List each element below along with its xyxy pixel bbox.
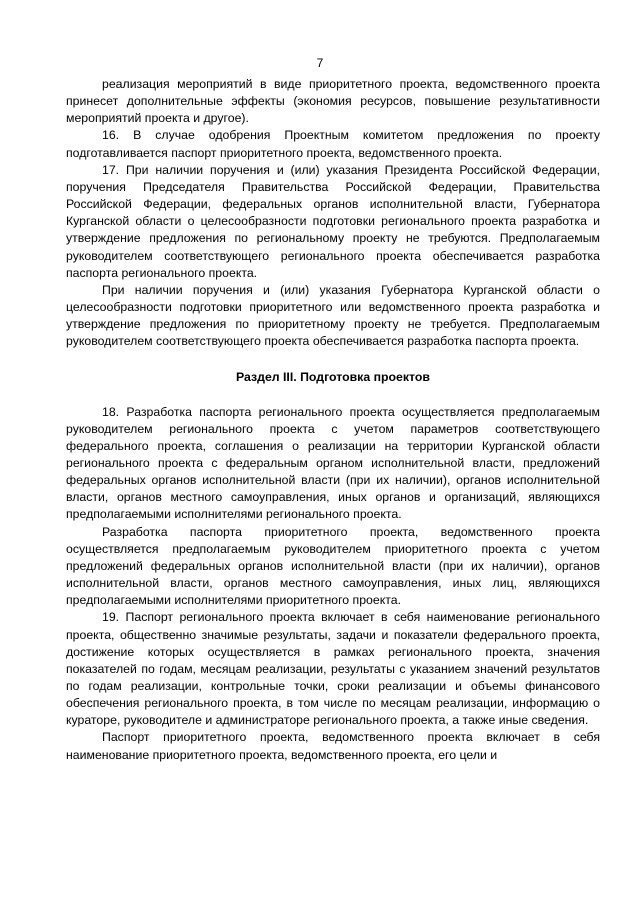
paragraph-18: 18. Разработка паспорта регионального проекта осуществляется предполагаемым руководителем регионального проекта с учетом параметров соответствующего федерального проекта, соглашения о реализации на территории Курганской области регионального проекта с федеральным органом исполнительной власти, предложений федеральных органов исполнительной власти (при их наличии), органов исполнительной власти, органов местного самоуправления, иных органов и организаций, являющихся предполагаемыми исполнителями регионального проекта. (66, 404, 600, 522)
paragraph-17: 17. При наличии поручения и (или) указания Президента Российской Федерации, поручения Председателя Правительства Российской Федерации, Правительства Российской Федерации, федеральных органов исполнительной власти, Губернатора Курганской области о целесообразности подготовки регионального проекта разработка и утверждение предложения по региональному проекту не требуются. Предполагаемым руководителем соответствующего регионального проекта обеспечивается разработка паспорта регионального проекта. (66, 162, 600, 280)
paragraph-17-governor: При наличии поручения и (или) указания Губернатора Курганской области о целесообразности подготовки приоритетного или ведомственного проекта разработка и утверждение предложения по приоритетному проекту не требуется. Предполагаемым руководителем соответствующего проекта обеспечивается разработка паспорта проекта. (66, 282, 600, 349)
document-body (66, 76, 600, 764)
paragraph-19-priority: Паспорт приоритетного проекта, ведомственного проекта включает в себя наименование приоритетного проекта, ведомственного проекта, его цели и (66, 730, 600, 762)
page-number: 7 (316, 56, 324, 70)
section-heading: Раздел III. Подготовка проектов (236, 369, 430, 384)
paragraph-19: 19. Паспорт регионального проекта включает в себя наименование регионального проекта, общественно значимые результаты, задачи и показатели федерального проекта, достижение которых осуществляется в рамках регионального проекта, значения показателей по годам, месяцам реализации, результаты с указанием значений результатов по годам реализации, контрольные точки, сроки реализации и объемы финансового обеспечения регионального проекта, в том числе по месяцам реализации, информацию о кураторе, руководителе и администраторе регионального проекта, а также иные сведения. (66, 610, 600, 728)
paragraph-16: 16. В случае одобрения Проектным комитетом предложения по проекту подготавливается паспорт приоритетного проекта, ведомственного проекта. (66, 128, 600, 160)
paragraph-18-priority: Разработка паспорта приоритетного проекта, ведомственного проекта осуществляется предполагаемым руководителем приоритетного проекта с учетом предложений федеральных органов исполнительной власти (при их наличии), органов исполнительной власти, органов местного самоуправления, иных лиц, являющихся предполагаемыми исполнителями приоритетного проекта. (66, 524, 600, 608)
paragraph-continuation: реализация мероприятий в виде приоритетного проекта, ведомственного проекта принесет дополнительные эффекты (экономия ресурсов, повышение результативности мероприятий проекта и другое). (66, 77, 600, 126)
